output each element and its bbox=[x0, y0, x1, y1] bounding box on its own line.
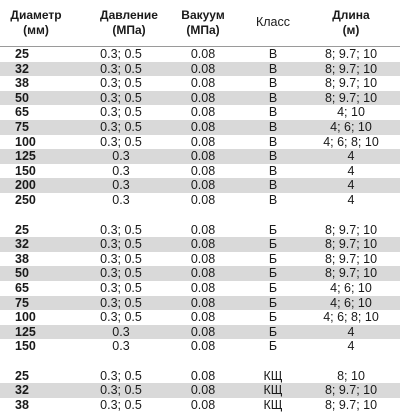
table-row bbox=[0, 383, 400, 398]
cell-pressure: 0.3; 0.5 bbox=[100, 47, 142, 61]
table-row bbox=[0, 252, 400, 267]
cell-pressure: 0.3 bbox=[112, 339, 130, 354]
cell-length: 8; 9.7; 10 bbox=[324, 398, 378, 413]
header-diameter-label: Диаметр bbox=[10, 8, 62, 22]
cell-diameter: 125 bbox=[15, 324, 36, 339]
table-body bbox=[0, 47, 400, 413]
cell-vacuum: 0.08 bbox=[190, 119, 216, 134]
group-spacer bbox=[0, 208, 400, 223]
table-row bbox=[0, 223, 400, 238]
header-class: Класс bbox=[255, 15, 291, 29]
cell-vacuum: 0.08 bbox=[190, 222, 216, 237]
cell-pressure: 0.3 bbox=[112, 149, 130, 164]
table-row bbox=[0, 62, 400, 77]
cell-vacuum: 0.08 bbox=[190, 149, 216, 164]
cell-vacuum: 0.08 bbox=[190, 134, 216, 149]
cell-vacuum: 0.08 bbox=[190, 368, 216, 383]
cell-vacuum: 0.08 bbox=[190, 47, 216, 61]
cell-diameter: 200 bbox=[15, 178, 36, 193]
cell-vacuum: 0.08 bbox=[190, 105, 216, 120]
cell-length: 8; 9.7; 10 bbox=[324, 222, 378, 237]
cell-length: 8; 9.7; 10 bbox=[324, 61, 378, 76]
cell-class: В bbox=[268, 119, 278, 134]
table-row bbox=[0, 149, 400, 164]
cell-vacuum: 0.08 bbox=[190, 90, 216, 105]
cell-diameter: 50 bbox=[15, 90, 29, 105]
row-group bbox=[0, 47, 400, 208]
cell-pressure: 0.3; 0.5 bbox=[100, 251, 142, 266]
cell-length: 4 bbox=[347, 192, 355, 207]
cell-vacuum: 0.08 bbox=[190, 324, 216, 339]
cell-diameter: 65 bbox=[15, 280, 29, 295]
table-row bbox=[0, 120, 400, 135]
cell-length: 8; 9.7; 10 bbox=[324, 251, 378, 266]
cell-pressure: 0.3; 0.5 bbox=[100, 222, 142, 237]
cell-vacuum: 0.08 bbox=[190, 339, 216, 354]
table-row bbox=[0, 178, 400, 193]
header-vacuum-label: Вакуум bbox=[181, 8, 225, 22]
cell-vacuum: 0.08 bbox=[190, 76, 216, 91]
cell-vacuum: 0.08 bbox=[190, 295, 216, 310]
cell-class: Б bbox=[268, 339, 278, 354]
header-vacuum-unit: (МПа) bbox=[186, 23, 220, 37]
cell-class: В bbox=[268, 163, 278, 178]
row-group bbox=[0, 369, 400, 413]
table-row bbox=[0, 325, 400, 340]
cell-diameter: 25 bbox=[15, 47, 29, 61]
cell-diameter: 50 bbox=[15, 266, 29, 281]
cell-diameter: 32 bbox=[15, 237, 29, 252]
cell-pressure: 0.3; 0.5 bbox=[100, 134, 142, 149]
cell-class: КЩ bbox=[263, 383, 283, 398]
cell-class: КЩ bbox=[263, 398, 283, 413]
cell-class: Б bbox=[268, 295, 278, 310]
cell-pressure: 0.3; 0.5 bbox=[100, 280, 142, 295]
header-length-unit: (м) bbox=[342, 23, 360, 37]
header-length bbox=[302, 8, 400, 38]
table-row bbox=[0, 310, 400, 325]
cell-length: 4 bbox=[347, 339, 355, 354]
table-row bbox=[0, 281, 400, 296]
cell-pressure: 0.3; 0.5 bbox=[100, 295, 142, 310]
cell-vacuum: 0.08 bbox=[190, 280, 216, 295]
table-row bbox=[0, 76, 400, 91]
cell-vacuum: 0.08 bbox=[190, 266, 216, 281]
header-vacuum bbox=[168, 8, 238, 38]
cell-length: 4 bbox=[347, 324, 355, 339]
cell-vacuum: 0.08 bbox=[190, 178, 216, 193]
cell-pressure: 0.3; 0.5 bbox=[100, 383, 142, 398]
cell-class: В bbox=[268, 105, 278, 120]
cell-length: 4; 6; 10 bbox=[330, 119, 372, 134]
table-row bbox=[0, 369, 400, 384]
cell-class: В bbox=[268, 47, 278, 61]
cell-diameter: 100 bbox=[15, 310, 36, 325]
cell-diameter: 38 bbox=[15, 76, 29, 91]
cell-class: Б bbox=[268, 266, 278, 281]
cell-diameter: 32 bbox=[15, 61, 29, 76]
cell-vacuum: 0.08 bbox=[190, 61, 216, 76]
table-row bbox=[0, 398, 400, 413]
cell-vacuum: 0.08 bbox=[190, 251, 216, 266]
cell-length: 8; 9.7; 10 bbox=[324, 266, 378, 281]
cell-class: В bbox=[268, 61, 278, 76]
header-diameter-unit: (мм) bbox=[23, 23, 49, 37]
cell-diameter: 25 bbox=[15, 368, 29, 383]
table-row bbox=[0, 296, 400, 311]
cell-pressure: 0.3; 0.5 bbox=[100, 76, 142, 91]
cell-class: В bbox=[268, 149, 278, 164]
cell-diameter: 150 bbox=[15, 339, 36, 354]
cell-length: 4; 6; 8; 10 bbox=[323, 134, 379, 149]
cell-length: 4; 6; 8; 10 bbox=[323, 310, 379, 325]
table-row bbox=[0, 193, 400, 208]
cell-diameter: 38 bbox=[15, 398, 29, 413]
table-row bbox=[0, 91, 400, 106]
cell-class: Б bbox=[268, 280, 278, 295]
cell-length: 4; 6; 10 bbox=[330, 280, 372, 295]
cell-diameter: 250 bbox=[15, 192, 36, 207]
cell-class: Б bbox=[268, 324, 278, 339]
cell-vacuum: 0.08 bbox=[190, 192, 216, 207]
cell-class: В bbox=[268, 90, 278, 105]
cell-class: Б bbox=[268, 310, 278, 325]
cell-pressure: 0.3; 0.5 bbox=[100, 119, 142, 134]
table-row bbox=[0, 266, 400, 281]
cell-vacuum: 0.08 bbox=[190, 163, 216, 178]
cell-length: 8; 9.7; 10 bbox=[324, 47, 378, 61]
cell-pressure: 0.3 bbox=[112, 324, 130, 339]
cell-class: КЩ bbox=[263, 368, 283, 383]
cell-class: В bbox=[268, 76, 278, 91]
cell-pressure: 0.3 bbox=[112, 192, 130, 207]
cell-length: 8; 9.7; 10 bbox=[324, 237, 378, 252]
cell-diameter: 32 bbox=[15, 383, 29, 398]
cell-pressure: 0.3; 0.5 bbox=[100, 90, 142, 105]
header-pressure bbox=[84, 8, 174, 38]
cell-length: 4 bbox=[347, 149, 355, 164]
cell-length: 4 bbox=[347, 178, 355, 193]
header-length-label: Длина bbox=[332, 8, 370, 22]
cell-class: В bbox=[268, 192, 278, 207]
cell-length: 4; 10 bbox=[337, 105, 365, 120]
header-diameter bbox=[0, 8, 72, 38]
cell-length: 4; 6; 10 bbox=[330, 295, 372, 310]
cell-length: 4 bbox=[347, 163, 355, 178]
cell-class: В bbox=[268, 134, 278, 149]
cell-class: Б bbox=[268, 251, 278, 266]
cell-diameter: 75 bbox=[15, 295, 29, 310]
header-pressure-label: Давление bbox=[100, 8, 158, 22]
cell-class: Б bbox=[268, 237, 278, 252]
cell-vacuum: 0.08 bbox=[190, 383, 216, 398]
cell-pressure: 0.3; 0.5 bbox=[100, 237, 142, 252]
cell-class: В bbox=[268, 178, 278, 193]
cell-class: Б bbox=[268, 222, 278, 237]
cell-vacuum: 0.08 bbox=[190, 398, 216, 413]
cell-pressure: 0.3 bbox=[112, 163, 130, 178]
group-spacer bbox=[0, 354, 400, 369]
cell-pressure: 0.3; 0.5 bbox=[100, 398, 142, 413]
cell-diameter: 25 bbox=[15, 222, 29, 237]
cell-length: 8; 10 bbox=[337, 368, 365, 383]
cell-diameter: 100 bbox=[15, 134, 36, 149]
cell-length: 8; 9.7; 10 bbox=[324, 76, 378, 91]
table-row bbox=[0, 164, 400, 179]
cell-vacuum: 0.08 bbox=[190, 237, 216, 252]
cell-diameter: 75 bbox=[15, 119, 29, 134]
table-row bbox=[0, 47, 400, 62]
table-row bbox=[0, 339, 400, 354]
cell-diameter: 150 bbox=[15, 163, 36, 178]
cell-vacuum: 0.08 bbox=[190, 310, 216, 325]
table-row bbox=[0, 237, 400, 252]
cell-diameter: 125 bbox=[15, 149, 36, 164]
table-row bbox=[0, 135, 400, 150]
cell-pressure: 0.3; 0.5 bbox=[100, 61, 142, 76]
cell-pressure: 0.3; 0.5 bbox=[100, 310, 142, 325]
cell-length: 8; 9.7; 10 bbox=[324, 383, 378, 398]
cell-pressure: 0.3; 0.5 bbox=[100, 105, 142, 120]
cell-diameter: 38 bbox=[15, 251, 29, 266]
cell-pressure: 0.3; 0.5 bbox=[100, 266, 142, 281]
cell-diameter: 65 bbox=[15, 105, 29, 120]
table-row bbox=[0, 105, 400, 120]
cell-pressure: 0.3; 0.5 bbox=[100, 368, 142, 383]
header-pressure-unit: (МПа) bbox=[112, 23, 146, 37]
table-header bbox=[0, 0, 400, 47]
cell-length: 8; 9.7; 10 bbox=[324, 90, 378, 105]
row-group bbox=[0, 223, 400, 354]
cell-pressure: 0.3 bbox=[112, 178, 130, 193]
